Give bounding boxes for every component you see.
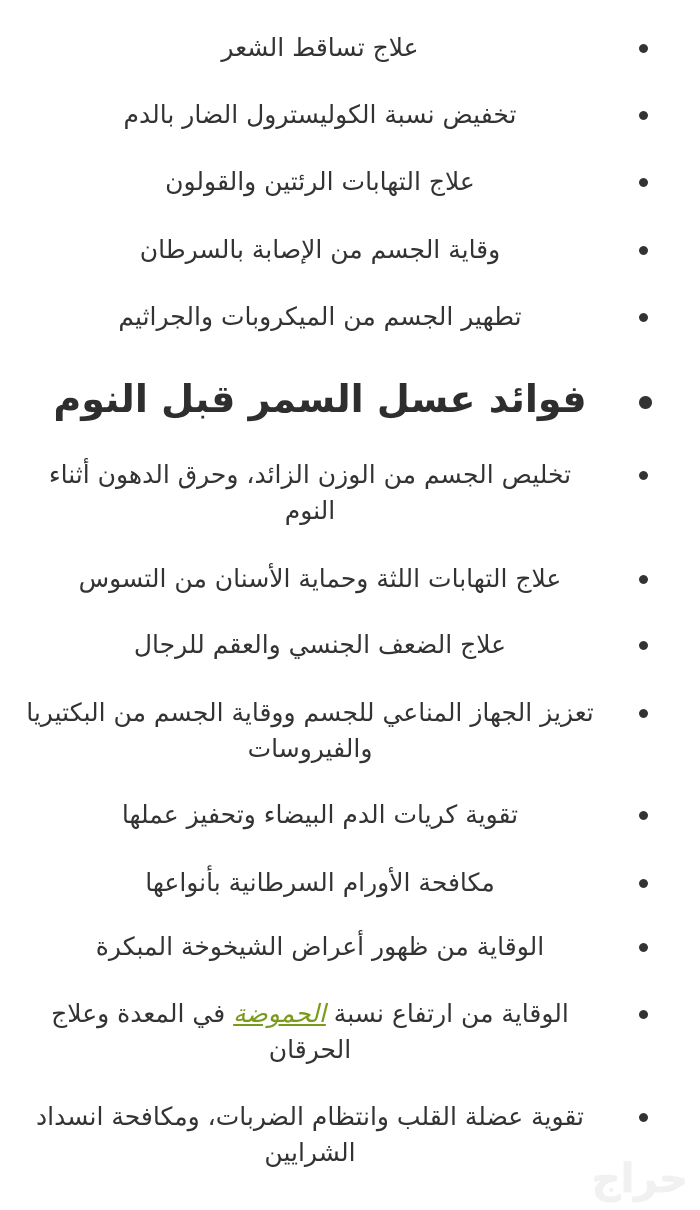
- list-item-text: مكافحة الأورام السرطانية بأنواعها: [145, 868, 495, 897]
- bullet-icon: [639, 396, 652, 409]
- acidity-link[interactable]: الحموضة: [233, 999, 326, 1028]
- haraj-watermark-logo: حراج: [591, 1156, 688, 1202]
- list-item: [40, 299, 640, 335]
- bullet-icon: [639, 44, 648, 53]
- bullet-icon: [639, 1010, 648, 1019]
- list-item-text: تخليص الجسم من الوزن الزائد، وحرق الدهون أثناء النوم: [48, 460, 572, 525]
- list-item: [40, 865, 640, 901]
- bullet-icon: [639, 178, 648, 187]
- section-heading: [40, 374, 660, 424]
- bullet-icon: [639, 641, 648, 650]
- list-item: [20, 996, 640, 1068]
- list-item: [40, 232, 640, 268]
- bullet-icon: [639, 313, 648, 322]
- list-item: [20, 1099, 640, 1171]
- list-item: [40, 164, 640, 200]
- list-item: [40, 561, 640, 597]
- bullet-icon: [639, 811, 648, 820]
- list-item-text: تعزيز الجهاز المناعي للجسم ووقاية الجسم من البكتيريا والفيروسات: [26, 698, 594, 763]
- bullet-icon: [639, 1113, 648, 1122]
- list-item-text: علاج التهابات الرئتين والقولون: [165, 167, 475, 196]
- list-item-text: علاج التهابات اللثة وحماية الأسنان من التسوس: [78, 564, 562, 593]
- list-item-text: تقوية عضلة القلب وانتظام الضربات، ومكافحة انسداد الشرايين: [36, 1102, 584, 1167]
- list-item-text: تطهير الجسم من الميكروبات والجراثيم: [118, 302, 522, 331]
- bullet-icon: [639, 575, 648, 584]
- list-item-text: [20, 996, 640, 1068]
- bullet-icon: [639, 471, 648, 480]
- list-item: [20, 457, 640, 529]
- list-item: [40, 797, 640, 833]
- bullet-icon: [639, 246, 648, 255]
- list-item: [40, 627, 640, 663]
- bullet-icon: [639, 943, 648, 952]
- list-item-text-after: في المعدة وعلاج الحرقان: [51, 999, 352, 1064]
- list-item-text: علاج الضعف الجنسي والعقم للرجال: [133, 630, 507, 659]
- bullet-icon: [639, 879, 648, 888]
- list-item-text: علاج تساقط الشعر: [221, 33, 419, 62]
- bullet-icon: [639, 111, 648, 120]
- list-item-text: تخفيض نسبة الكوليسترول الضار بالدم: [123, 100, 517, 129]
- list-item-text-before: الوقاية من ارتفاع نسبة: [325, 999, 569, 1028]
- section-heading-text: فوائد عسل السمر قبل النوم: [53, 377, 587, 421]
- list-item-text: وقاية الجسم من الإصابة بالسرطان: [139, 235, 501, 264]
- list-item-text: الوقاية من ظهور أعراض الشيخوخة المبكرة: [95, 932, 545, 961]
- list-item: [40, 97, 640, 133]
- list-item: [40, 929, 640, 965]
- list-item: [40, 30, 640, 66]
- bullet-icon: [639, 709, 648, 718]
- list-item-text: تقوية كريات الدم البيضاء وتحفيز عملها: [121, 800, 519, 829]
- list-item: [0, 695, 640, 767]
